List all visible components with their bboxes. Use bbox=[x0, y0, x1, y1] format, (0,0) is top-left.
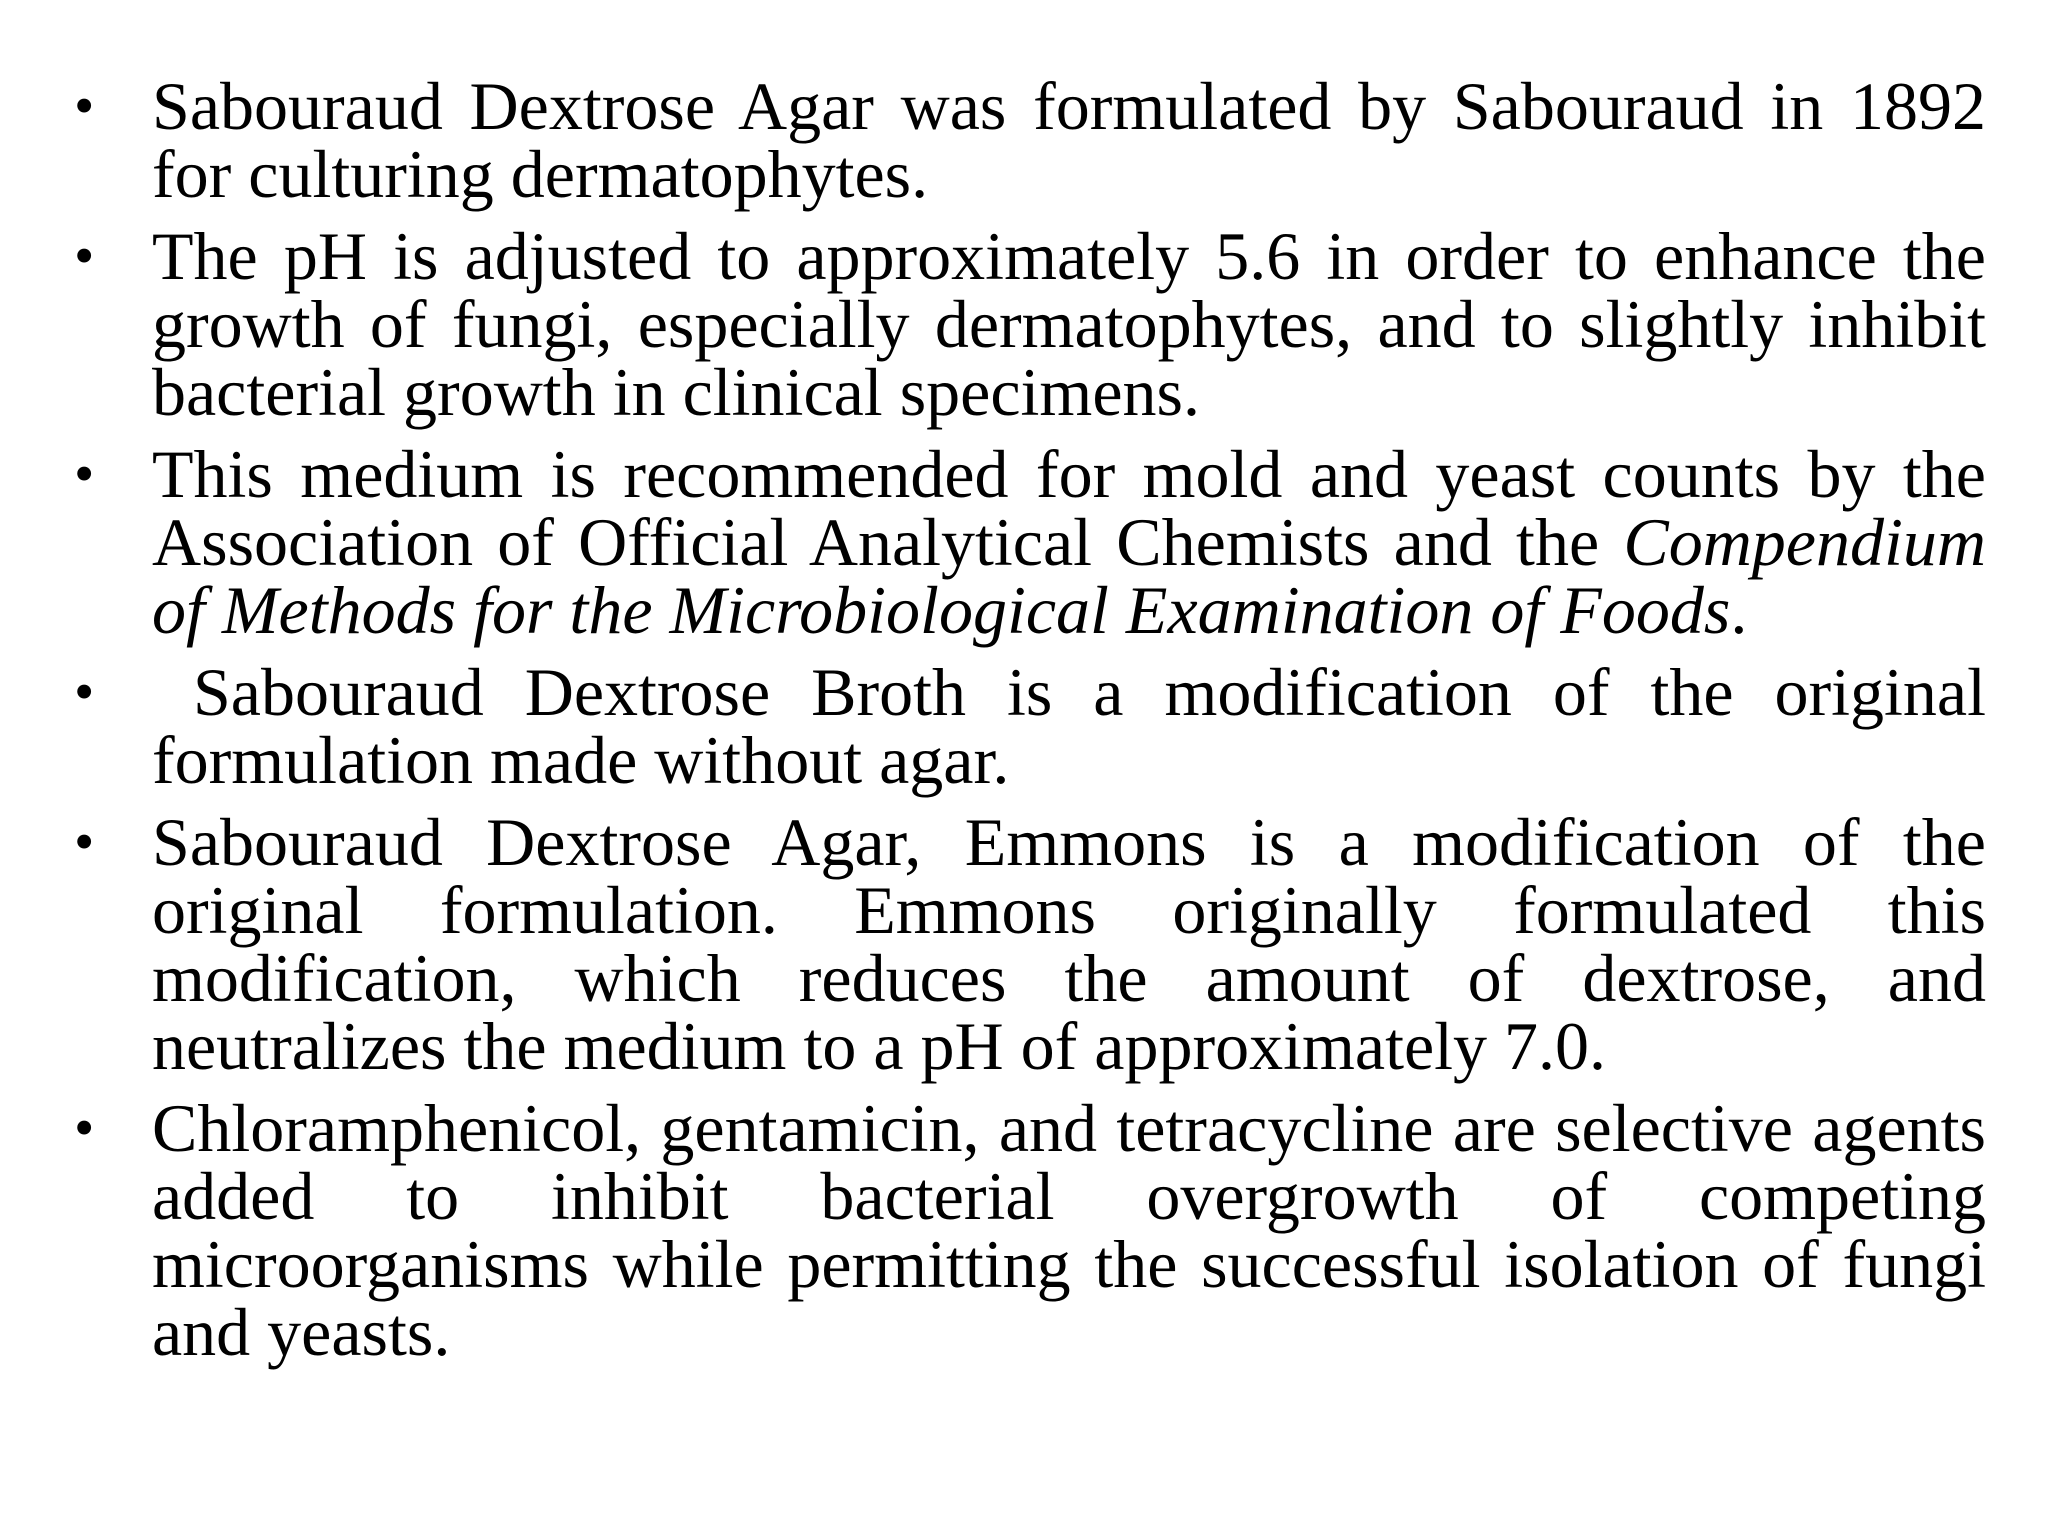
bullet-text-ph-adjustment: The pH is adjusted to approximately 5.6 in order to enhance the growth of fungi, especially dermatophytes, and to slightly inhibit bacterial growth in clinical specimens. bbox=[152, 218, 1986, 430]
bullet-marker: • bbox=[74, 659, 95, 724]
bullet-text-broth: Sabouraud Dextrose Broth is a modification of the original formulation made without agar. bbox=[152, 654, 1986, 798]
bullet-marker: • bbox=[74, 809, 95, 874]
bullet-marker: • bbox=[74, 223, 95, 288]
bullet-item-4 bbox=[74, 654, 1986, 798]
recommendation-text: This medium is recommended for mold and yeast counts by the Association of Official Analytical Chemists and the bbox=[152, 436, 1986, 580]
bullet-text-emmons: Sabouraud Dextrose Agar, Emmons is a modification of the original formulation. Emmons originally formulated this modification, which reduces the amount of dextrose, and neutralizes the medium to a pH of approximately 7.0. bbox=[152, 804, 1986, 1084]
bullet-item-5 bbox=[74, 804, 1986, 1084]
bullet-list bbox=[74, 68, 1986, 1380]
bullet-text-selective-agents: Chloramphenicol, gentamicin, and tetracycline are selective agents added to inhibit bacterial overgrowth of competing microorganisms while permitting the successful isolation of fungi and yeasts. bbox=[152, 1090, 1986, 1370]
bullet-text-recommendation bbox=[152, 436, 1986, 648]
bullet-item-3 bbox=[74, 436, 1986, 648]
bullet-marker: • bbox=[74, 1095, 95, 1160]
bullet-text-sda-history: Sabouraud Dextrose Agar was formulated by Sabouraud in 1892 for culturing dermatophytes. bbox=[152, 68, 1986, 212]
compendium-title: Compendium of Methods for the Microbiological Examination of Foods bbox=[152, 504, 1986, 648]
bullet-item-6 bbox=[74, 1090, 1986, 1370]
bullet-item-1 bbox=[74, 68, 1986, 212]
recommendation-end: . bbox=[1730, 572, 1748, 648]
bullet-item-2 bbox=[74, 218, 1986, 430]
bullet-marker: • bbox=[74, 73, 95, 138]
bullet-marker: • bbox=[74, 441, 95, 506]
